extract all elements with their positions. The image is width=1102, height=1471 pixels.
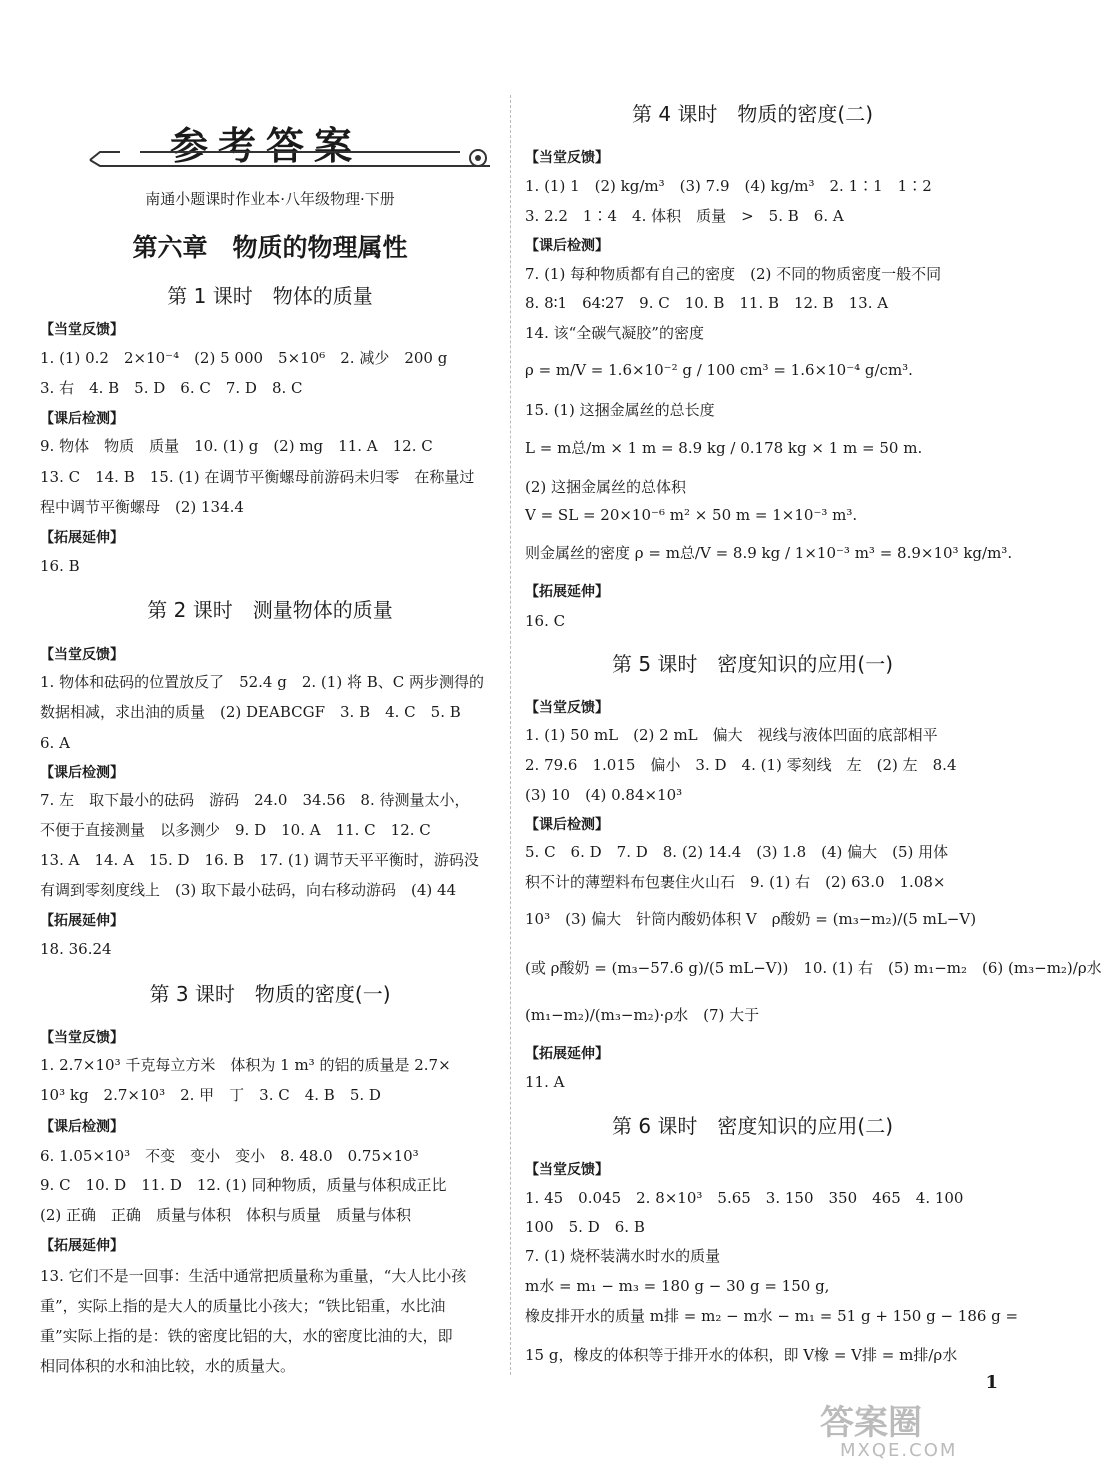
answer-line: 橡皮排开水的质量 m排 = m₂ − m水 − m₁ = 51 g + 150 g − 186 g = [525, 1307, 1019, 1325]
answer-line: V = SL = 20×10⁻⁶ m² × 50 m = 1×10⁻³ m³. [525, 506, 858, 524]
answer-line: 8. 8∶1 64∶27 9. C 10. B 11. B 12. B 13. A [525, 294, 889, 312]
answer-line: 1. 2.7×10³ 千克每立方米 体积为 1 m³ 的铝的质量是 2.7× [40, 1056, 451, 1074]
answer-line: (3) 10 (4) 0.84×10³ [525, 786, 683, 804]
section-label: 【课后检测】 [525, 817, 609, 833]
answer-line: 1. 物体和砝码的位置放反了 52.4 g 2. (1) 将 B、C 两步测得的 [40, 673, 484, 691]
answer-line: 9. 物体 物质 质量 10. (1) g (2) mg 11. A 12. C [40, 437, 433, 455]
answer-line: 13. C 14. B 15. (1) 在调节平衡螺母前游码未归零 在称量过 [40, 468, 475, 486]
answer-line: 3. 右 4. B 5. D 6. C 7. D 8. C [40, 379, 303, 397]
answer-line: (2) 这捆金属丝的总体积 [525, 478, 687, 496]
section-label: 【拓展延伸】 [40, 913, 124, 929]
section-label: 【拓展延伸】 [525, 1046, 609, 1062]
section-label: 【课后检测】 [525, 238, 609, 254]
lesson-heading: 第 4 课时 物质的密度(二) [631, 102, 874, 126]
answer-line: 6. 1.05×10³ 不变 变小 变小 8. 48.0 0.75×10³ [40, 1147, 419, 1165]
answer-line: 100 5. D 6. B [525, 1218, 645, 1236]
answer-line: 14. 该“全碳气凝胶”的密度 [525, 324, 704, 342]
section-label: 【课后检测】 [40, 411, 124, 427]
answer-line: L = m总/m × 1 m = 8.9 kg / 0.178 kg × 1 m = 50 m. [525, 439, 923, 457]
section-label: 【当堂反馈】 [40, 322, 124, 338]
answer-line: 有调到零刻度线上 (3) 取下最小砝码，向右移动游码 (4) 44 [40, 881, 457, 899]
book-subtitle: 南通小题课时作业本·八年级物理·下册 [145, 190, 395, 208]
answer-line: 3. 2.2 1∶4 4. 体积 质量 > 5. B 6. A [525, 207, 844, 225]
answer-line: 9. C 10. D 11. D 12. (1) 同种物质，质量与体积成正比 [40, 1176, 447, 1194]
answer-line: 重”实际上指的是：铁的密度比铝的大，水的密度比油的大，即 [40, 1327, 453, 1345]
answer-line: 不便于直接测量 以多测少 9. D 10. A 11. C 12. C [40, 821, 431, 839]
page-number: 1 [985, 1372, 998, 1393]
answer-line: 2. 79.6 1.015 偏小 3. D 4. (1) 零刻线 左 (2) 左 8.4 [525, 756, 957, 774]
section-label: 【当堂反馈】 [525, 1162, 609, 1178]
answer-line: 7. (1) 烧杯装满水时水的质量 [525, 1247, 721, 1265]
answer-line: 13. 它们不是一回事：生活中通常把质量称为重量，“大人比小孩 [40, 1267, 467, 1285]
lesson-heading: 第 3 课时 物质的密度(一) [149, 982, 391, 1006]
section-label: 【拓展延伸】 [525, 584, 609, 600]
answer-line: 数据相减，求出油的质量 (2) DEABCGF 3. B 4. C 5. B [40, 703, 461, 721]
answer-line: 15 g，橡皮的体积等于排开水的体积，即 V橡 = V排 = m排/ρ水 [525, 1346, 958, 1364]
answer-line: 15. (1) 这捆金属丝的总长度 [525, 401, 715, 419]
watermark-url: MXQE.COM [840, 1440, 958, 1461]
answer-line: 积不计的薄塑料布包裹住火山石 9. (1) 右 (2) 63.0 1.08× [525, 873, 946, 891]
answer-line: 5. C 6. D 7. D 8. (2) 14.4 (3) 1.8 (4) 偏大 (5) 用体 [525, 843, 949, 861]
answer-line: ρ = m/V = 1.6×10⁻² g / 100 cm³ = 1.6×10⁻⁴ g/cm³. [525, 361, 913, 379]
column-divider [510, 95, 511, 1375]
answer-line: 1. (1) 50 mL (2) 2 mL 偏大 视线与液体凹面的底部相平 [525, 726, 938, 744]
answer-line: (m₁−m₂)/(m₃−m₂)·ρ水 (7) 大于 [525, 1006, 760, 1024]
section-label: 【拓展延伸】 [40, 530, 124, 546]
lesson-heading: 第 6 课时 密度知识的应用(二) [611, 1114, 894, 1138]
answer-line: 则金属丝的密度 ρ = m总/V = 8.9 kg / 1×10⁻³ m³ = 8.9×10³ kg/m³. [525, 544, 1013, 562]
answer-line: 16. B [40, 557, 80, 575]
answer-line: 6. A [40, 734, 70, 752]
answer-line: 13. A 14. A 15. D 16. B 17. (1) 调节天平平衡时，游码没 [40, 851, 479, 869]
answer-line: 相同体积的水和油比较，水的质量大。 [40, 1357, 296, 1375]
section-label: 【拓展延伸】 [40, 1238, 124, 1254]
watermark-logo: 答案圈 [820, 1403, 922, 1443]
section-label: 【课后检测】 [40, 1119, 124, 1135]
answer-line: 11. A [525, 1073, 565, 1091]
answer-line: 10³ (3) 偏大 针筒内酸奶体积 V ρ酸奶 = (m₃−m₂)/(5 mL−V) [525, 910, 977, 928]
answer-line: 重”，实际上指的是大人的质量比小孩大；“铁比铝重，水比油 [40, 1297, 446, 1315]
answer-line: 1. 45 0.045 2. 8×10³ 5.65 3. 150 350 465 4. 100 [525, 1189, 964, 1207]
section-label: 【课后检测】 [40, 765, 124, 781]
answer-line: (或 ρ酸奶 = (m₃−57.6 g)/(5 mL−V)) 10. (1) 右 (5) m₁−m₂ (6) (m₃−m₂)/ρ水 [525, 959, 1102, 977]
answer-line: 1. (1) 0.2 2×10⁻⁴ (2) 5 000 5×10⁶ 2. 减少 200 g [40, 349, 448, 367]
section-label: 【当堂反馈】 [40, 647, 124, 663]
section-label: 【当堂反馈】 [525, 700, 609, 716]
lesson-heading: 第 5 课时 密度知识的应用(一) [611, 652, 894, 676]
answer-line: 16. C [525, 612, 566, 630]
section-label: 【当堂反馈】 [40, 1030, 124, 1046]
lesson-heading: 第 2 课时 测量物体的质量 [147, 598, 393, 622]
page-title: 参考答案 [170, 123, 363, 168]
section-label: 【当堂反馈】 [525, 150, 609, 166]
title-ornament [80, 140, 500, 170]
answer-line: m水 = m₁ − m₃ = 180 g − 30 g = 150 g, [525, 1277, 830, 1295]
chapter-heading: 第六章 物质的物理属性 [132, 233, 408, 262]
answer-line: 10³ kg 2.7×10³ 2. 甲 丁 3. C 4. B 5. D [40, 1086, 381, 1104]
answer-line: 程中调节平衡螺母 (2) 134.4 [40, 498, 244, 516]
answer-line: (2) 正确 正确 质量与体积 体积与质量 质量与体积 [40, 1206, 412, 1224]
answer-line: 7. (1) 每种物质都有自己的密度 (2) 不同的物质密度一般不同 [525, 265, 942, 283]
lesson-heading: 第 1 课时 物体的质量 [167, 284, 373, 308]
answer-line: 7. 左 取下最小的砝码 游码 24.0 34.56 8. 待测量太小， [40, 791, 470, 809]
answer-line: 18. 36.24 [40, 940, 112, 958]
answer-line: 1. (1) 1 (2) kg/m³ (3) 7.9 (4) kg/m³ 2. 1∶1 1∶2 [525, 177, 932, 195]
